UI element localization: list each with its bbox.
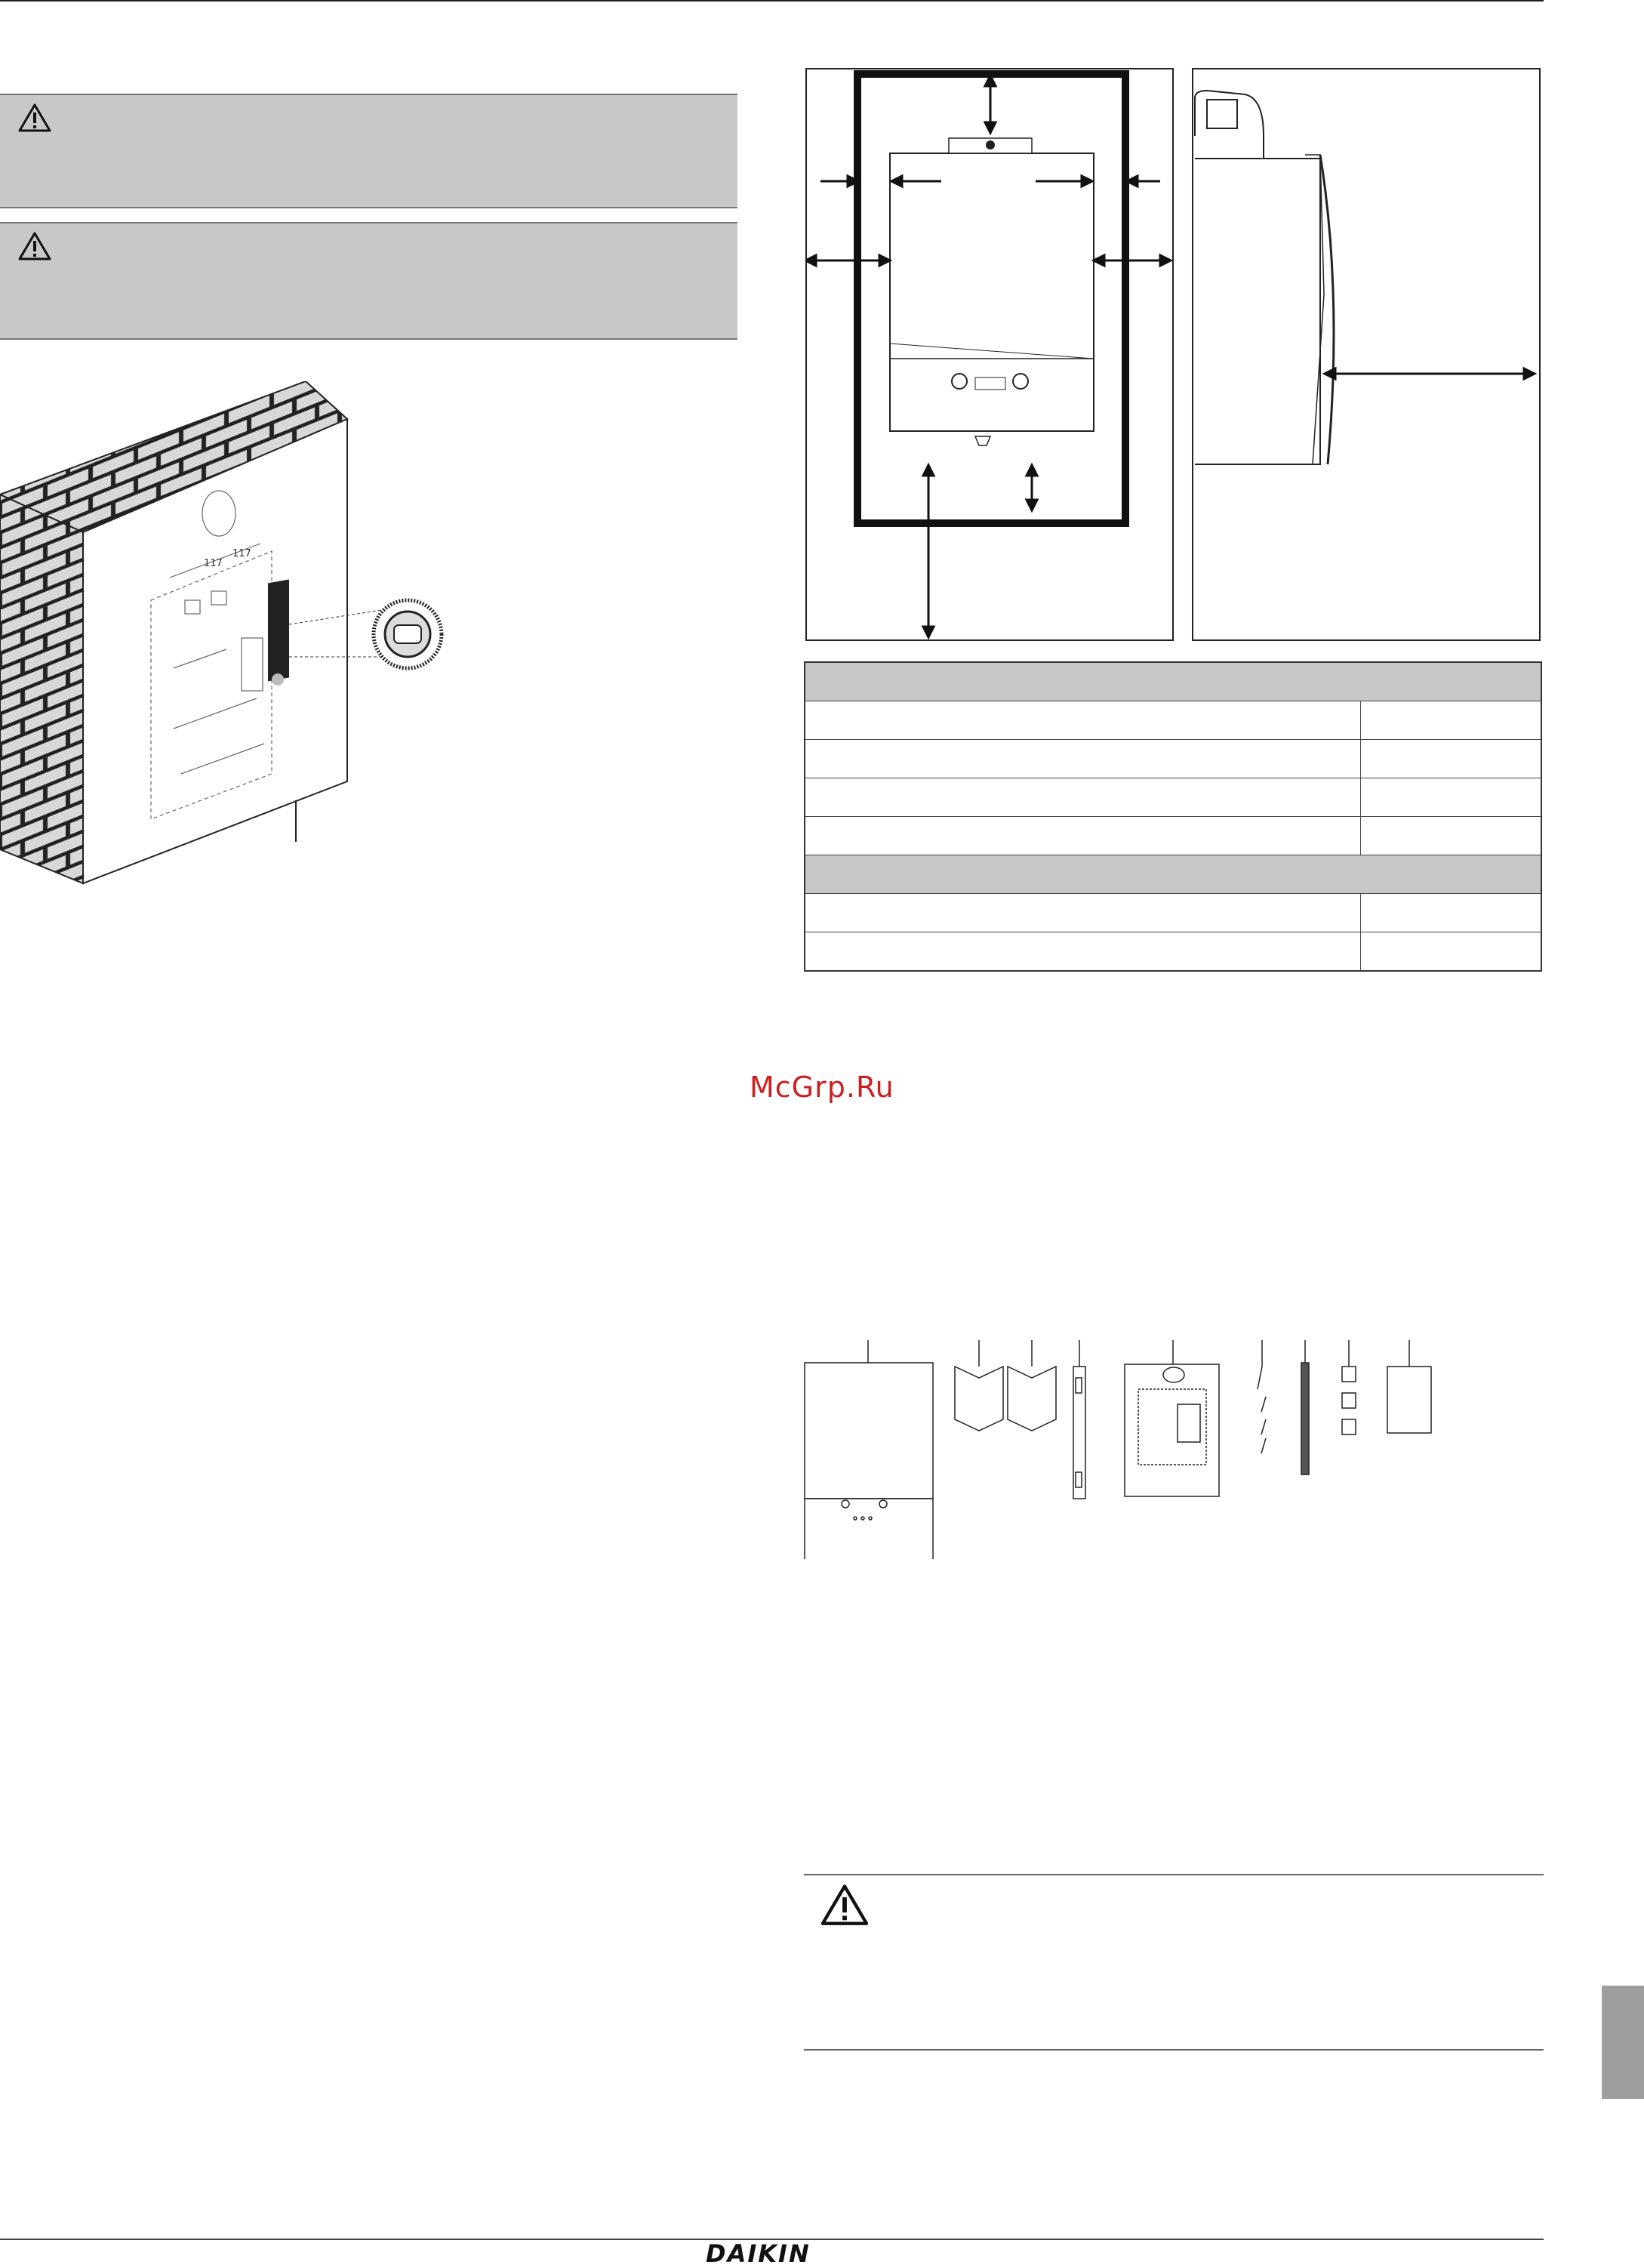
table-row [805,894,1541,932]
warning-box-2 [0,222,737,340]
spirit-level-icon [394,625,421,643]
warning-triangle-icon [18,231,51,261]
wall-mounting-template-illustration [0,381,453,895]
caution-bottom-rule [804,2049,1544,2051]
chapter-tab [1602,1986,1644,2099]
brand-logo: DAIKIN [706,2239,811,2268]
top-rule [0,0,1544,2]
table-row [805,778,1541,817]
warning-triangle-icon [820,1883,869,1927]
table-row [805,740,1541,778]
clearance-table [804,661,1542,972]
table-row [805,701,1541,740]
clearance-side-diagram [1192,68,1541,642]
table-header-row [805,855,1541,894]
accessories-illustration [800,1333,1464,1559]
dimension-label: 117 [204,558,223,569]
clearance-front-diagram [805,68,1174,642]
watermark-text: McGrp.Ru [750,1071,894,1104]
warning-box-1 [0,94,737,208]
dimension-label: 117 [232,548,251,559]
table-row [805,932,1541,972]
table-header-row [805,662,1541,701]
caution-top-rule [804,1874,1544,1875]
table-row [805,817,1541,855]
warning-triangle-icon [18,103,51,133]
